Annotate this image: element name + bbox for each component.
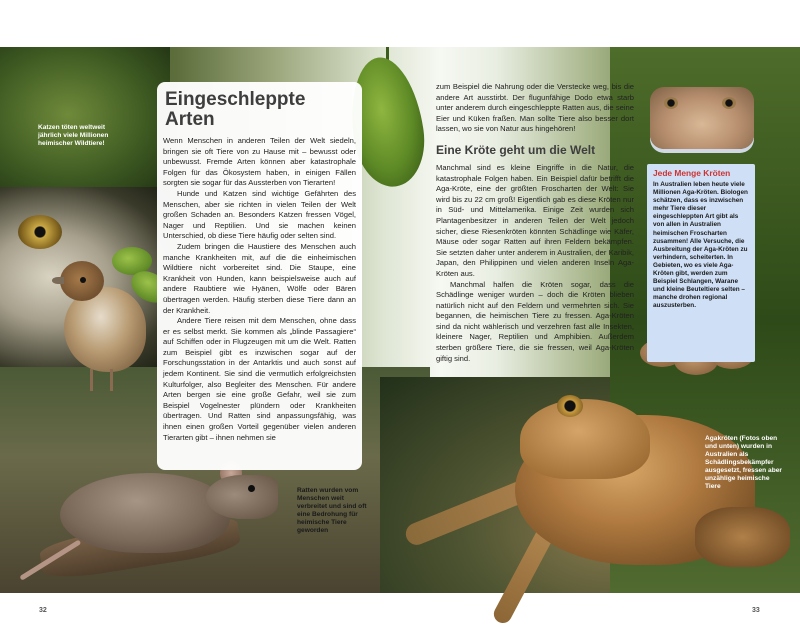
info-box-text: In Australien leben heute viele Millionen Aga-Kröten. Biologen schätzen, dass es inzwischen mehr Tiere dieser eingeschleppten Art gibt als von allen in Australien heimischen Froscharten zusammen! Alle Versuche, die Ausbreitung der Aga-Kröten zu verhindern, scheiterten. In Gebieten, wo es viele Aga-Kröten gibt, werden zum Beispiel Schlangen, Warane und kleine Beuteltiere selten – manche drohen regional auszusterben. bbox=[653, 181, 748, 310]
caption-cat: Katzen töten weltweit jährlich viele Millionen heimischer Wildtiere! bbox=[38, 124, 109, 147]
left-text-panel bbox=[157, 82, 362, 470]
right-text-panel bbox=[430, 82, 640, 363]
paragraph: Hunde und Katzen sind wichtige Gefährten des Menschen, aber sie richten in vielen Teilen der Welt großen Schaden an. Besonders Katzen fressen Vögel, Nager und Reptilien. Und sie machen keinen Unterschied, ob diese Tiere häufig oder selten sind. bbox=[163, 188, 356, 241]
right-body-text bbox=[430, 163, 640, 364]
caption-rat: Ratten wurden vom Menschen weit verbreitet und sind oft eine Bedrohung für heimische Tiere geworden bbox=[297, 487, 367, 534]
paragraph: Zudem bringen die Haustiere des Menschen auch manche Krankheiten mit, auf die die einheimischen Wildtiere nicht vorbereitet sind. Die Staupe, eine Krankheit von Hunden, kann beispielsweise auch auf andere Raubtiere wie Hyänen, Wölfe oder Bären übertragen werden. Häufig sterben diese Tiere dann an der Krankheit. bbox=[163, 241, 356, 315]
info-box-title: Jede Menge Kröten bbox=[653, 168, 731, 178]
title-line-1: Eingeschleppte bbox=[165, 89, 306, 110]
page-title bbox=[157, 82, 362, 136]
toad-small-photo bbox=[650, 87, 754, 149]
page-number-right: 33 bbox=[752, 607, 760, 614]
foliage-photo bbox=[0, 47, 170, 197]
left-body-text bbox=[157, 136, 362, 443]
page-number-left: 32 bbox=[39, 607, 47, 614]
cat-eye bbox=[18, 215, 62, 249]
info-box bbox=[647, 164, 755, 362]
right-intro-text bbox=[430, 82, 640, 135]
title-line-2: Arten bbox=[165, 109, 215, 130]
paragraph: Andere Tiere reisen mit dem Menschen, ohne dass er es selbst merkt. Sie kommen als „blinde Passagiere“ auf Schiffen oder in Flugzeugen mit um die Welt. Ratten zum Beispiel gibt es inzwischen sogar auf der Forschungsstation in der Antarktis und auch sonst auf jedem Kontinent. Sie sind die vermutlich erfolgreichsten Kulturfolger, also Begleiter des Menschen. Für andere Arten bergen sie eine große Gefahr, weil sie zum Beispiel Vogelnester plündern oder Krankheiten übertragen. Und Ratten sind anpassungsfähig, was ihnen einen großen Vorteil gegenüber vielen anderen Tierarten gibt – ihnen nehmen sie bbox=[163, 316, 356, 442]
paragraph: Manchmal sind es kleine Eingriffe in die Natur, die katastrophale Folgen haben. Ein Beispiel dafür betrifft die Aga-Kröte, eine der größten Froscharten der Welt: Sie wird bis zu 22 cm groß! Eigentlich gab es diese Kröten nur in Süd- und Mittelamerika. Einige Zeit wurden sich Plantagenbesitzer in anderen Teilen der Welt jedoch sicher, diese Riesenkröten könnten Schädlinge wie Käfer, Mäuse oder sogar Ratten auf ihren Feldern bekämpfen. Sie setzten daher unter anderem in Australien, der Karibik, Japan, den Philippinen und vielen anderen Inseln Aga-Kröten aus. bbox=[436, 162, 634, 278]
bird-photo bbox=[52, 257, 152, 377]
caption-toads: Agakröten (Fotos oben und unten) wurden in Australien als Schädlingsbekämpfer ausgesetzt, fressen aber unzählige heimische Tiere bbox=[705, 435, 782, 490]
book-spread bbox=[0, 47, 800, 614]
paragraph: Wenn Menschen in anderen Teilen der Welt siedeln, bringen sie oft Tiere von zu Hause mit – bewusst oder unbewusst. Fremde Arten können aber katastrophale Folgen für das Ökosystem haben, in einigen Fällen sorgten sie sogar für das Aussterben von Tierarten! bbox=[163, 136, 356, 188]
paragraph: Manchmal halfen die Kröten sogar, dass die Schädlinge weniger wurden – doch die Kröten blieben natürlich nicht auf den Feldern und vermehrten sich. Sie begannen, die heimischen Tiere zu fressen. Aga-Kröten sind da nicht wählerisch und verzehren fast alle Insekten, kleinere Nager, Reptilien und Amphibien. Außerdem sterben größere Tiere, die sie fressen, weil Aga-Kröten giftig sind. bbox=[436, 279, 634, 363]
paragraph: zum Beispiel die Nahrung oder die Verstecke weg, bis die andere Art ausstirbt. Der flugunfähige Dodo etwa starb unter anderem durch eingeschleppte Ratten aus, die seine Eier und Küken fraßen. Man sollte Tiere also besser dort lassen, wo sie von Natur aus hingehören! bbox=[436, 82, 634, 134]
rat-photo bbox=[10, 455, 290, 575]
section-heading: Eine Kröte geht um die Welt bbox=[436, 142, 596, 157]
